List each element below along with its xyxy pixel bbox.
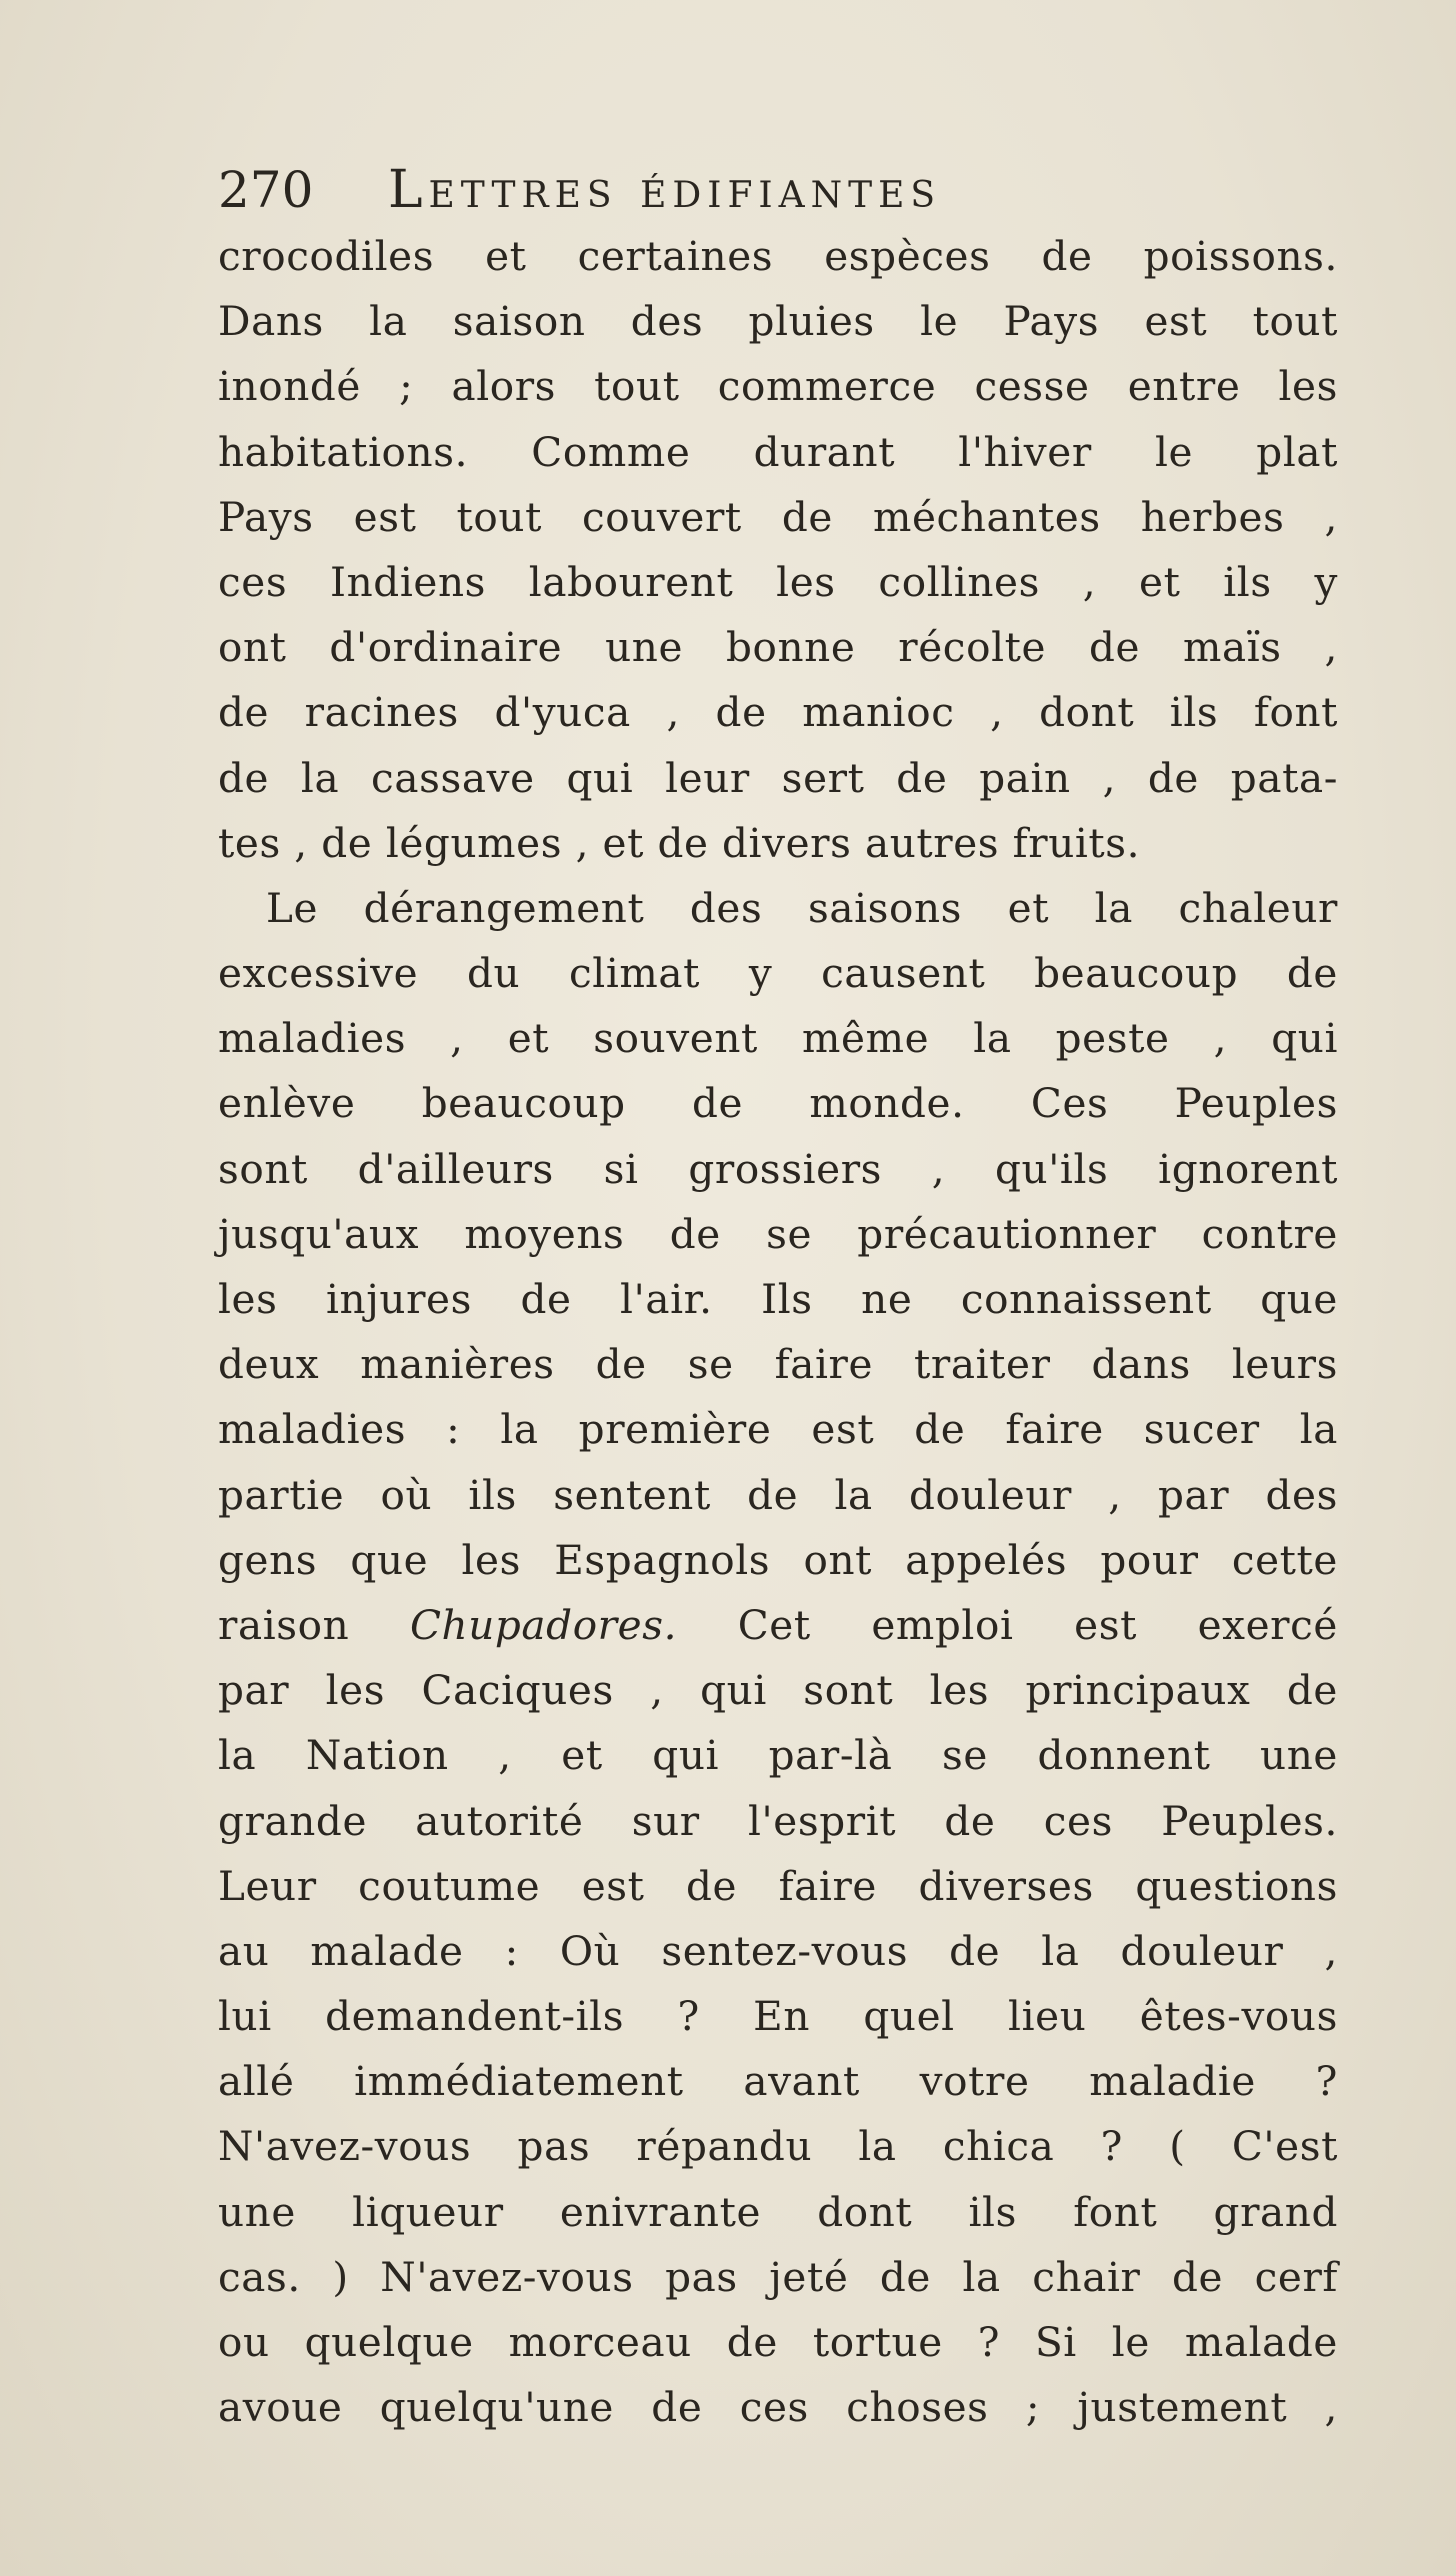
text-line: crocodiles et certaines espèces de poissons. xyxy=(218,232,1338,280)
text-line: la Nation , et qui par-là se donnent une xyxy=(218,1731,1338,1780)
text-line: les injures de l'air. Ils ne connaissent que xyxy=(218,1275,1338,1323)
italic-term: Chupadores. xyxy=(409,1600,678,1649)
text-line: N'avez-vous pas répandu la chica ? ( C'est xyxy=(218,2122,1338,2171)
text-line: allé immédiatement avant votre maladie ? xyxy=(218,2057,1338,2106)
text-line: inondé ; alors tout commerce cesse entre les xyxy=(218,362,1338,411)
running-head xyxy=(218,160,1338,222)
text-line: habitations. Comme durant l'hiver le plat xyxy=(218,427,1338,476)
text-line: Leur coutume est de faire diverses questions xyxy=(218,1861,1338,1910)
text-block xyxy=(218,160,1338,2440)
text-line: Pays est tout couvert de méchantes herbes , xyxy=(218,492,1338,541)
page-number: 270 xyxy=(218,161,314,219)
text-line: gens que les Espagnols ont appelés pour cette xyxy=(218,1535,1338,1584)
line-segment: raison xyxy=(218,1600,350,1649)
text-line: jusqu'aux moyens de se précautionner contre xyxy=(218,1209,1338,1258)
text-line: ces Indiens labourent les collines , et ils y xyxy=(218,557,1338,606)
text-line: de la cassave qui leur sert de pain , de pata- xyxy=(218,753,1338,802)
text-line: Dans la saison des pluies le Pays est tout xyxy=(218,297,1338,346)
text-line: ont d'ordinaire une bonne récolte de maïs , xyxy=(218,623,1338,672)
text-line: au malade : Où sentez-vous de la douleur , xyxy=(218,1926,1338,1975)
text-line: ou quelque morceau de tortue ? Si le malade xyxy=(218,2318,1338,2366)
text-line: tes , de légumes , et de divers autres fruits. xyxy=(218,818,1141,867)
text-line: maladies , et souvent même la peste , qui xyxy=(218,1014,1338,1063)
text-line: cas. ) N'avez-vous pas jeté de la chair de cerf xyxy=(218,2252,1338,2301)
text-line: par les Caciques , qui sont les principaux de xyxy=(218,1666,1338,1715)
text-line: de racines d'yuca , de manioc , dont ils font xyxy=(218,688,1338,737)
text-line: excessive du climat y causent beaucoup de xyxy=(218,949,1338,998)
running-title: Lettres édifiantes xyxy=(388,160,942,220)
text-line: deux manières de se faire traiter dans leurs xyxy=(218,1340,1338,1389)
text-line: enlève beaucoup de monde. Ces Peuples xyxy=(218,1079,1338,1128)
text-line: sont d'ailleurs si grossiers , qu'ils ignorent xyxy=(218,1144,1338,1193)
text-line: avoue quelqu'une de ces choses ; justement , xyxy=(218,2383,1338,2432)
line-segment: Cet emploi est exercé xyxy=(737,1600,1338,1649)
text-line: lui demandent-ils ? En quel lieu êtes-vous xyxy=(218,1992,1338,2041)
text-line-mixed xyxy=(218,1593,1338,1658)
text-line: partie où ils sentent de la douleur , par des xyxy=(218,1470,1338,1519)
text-line: Le dérangement des saisons et la chaleur xyxy=(266,883,1338,932)
text-line: une liqueur enivrante dont ils font grand xyxy=(218,2187,1338,2236)
text-line: maladies : la première est de faire sucer la xyxy=(218,1405,1338,1454)
text-line: grande autorité sur l'esprit de ces Peuples. xyxy=(218,1796,1338,1845)
